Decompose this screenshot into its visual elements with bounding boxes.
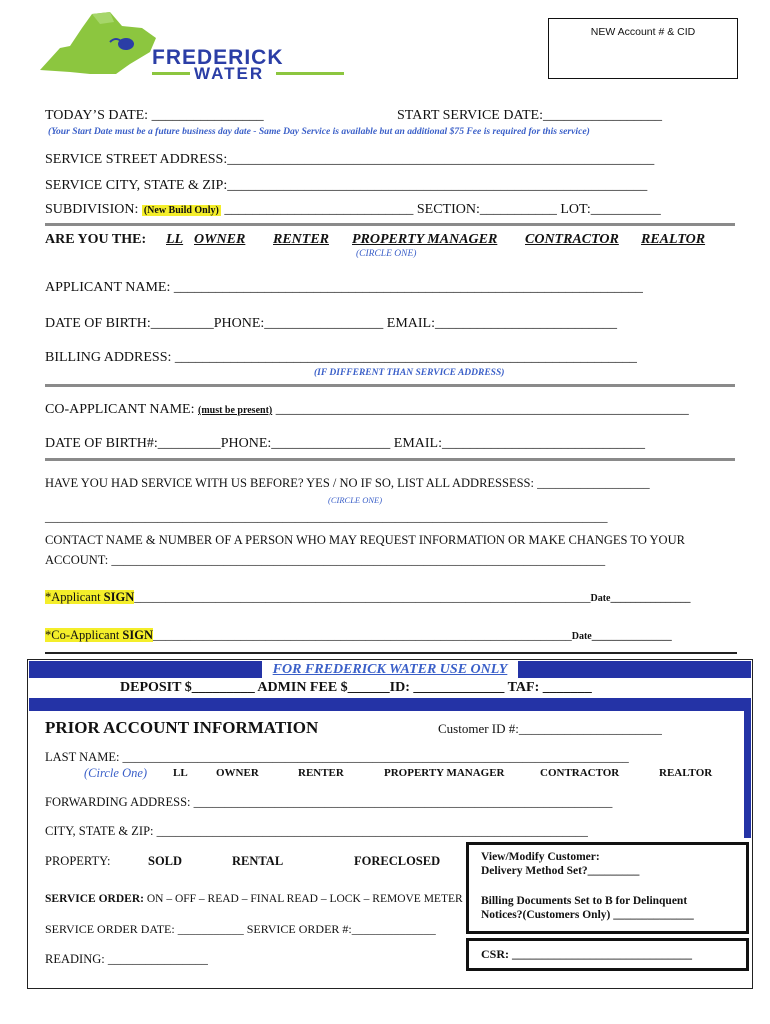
customer-id-field[interactable]: Customer ID #:______________________ — [438, 721, 662, 736]
co-applicant-row[interactable] — [45, 402, 689, 418]
circle-one-note: (CIRCLE ONE) — [356, 249, 417, 259]
co-applicant-date-field[interactable]: Date________________ — [571, 631, 672, 642]
contact-person-label: CONTACT NAME & NUMBER OF A PERSON WHO MAY REQUEST INFORMATION OR MAKE CHANGES TO YOUR — [45, 533, 685, 547]
property-option-sold[interactable]: SOLD — [148, 854, 183, 868]
property-label: PROPERTY: — [45, 854, 111, 868]
service-order-row[interactable] — [45, 893, 463, 905]
delivery-method-field[interactable]: Delivery Method Set?_________ — [481, 865, 640, 877]
prior-addresses-line[interactable]: __________________________________________________________________________________________ — [45, 510, 608, 524]
property-option-rental[interactable]: RENTAL — [232, 854, 284, 868]
forwarding-address-field[interactable]: FORWARDING ADDRESS: ___________________________________________________________________ — [45, 795, 613, 809]
divider-3 — [45, 458, 735, 461]
logo-underline-right — [276, 72, 344, 75]
prior-role-ll[interactable]: LL — [173, 767, 188, 779]
contact-person-field[interactable]: ACCOUNT: _______________________________________________________________________________ — [45, 553, 606, 567]
role-contractor[interactable]: CONTRACTOR — [525, 232, 619, 247]
office-use-title: FOR FREDERICK WATER USE ONLY — [262, 661, 518, 678]
prior-role-realtor[interactable]: REALTOR — [659, 767, 713, 779]
cid-box-label: NEW Account # & CID — [590, 26, 696, 38]
prior-role-renter[interactable]: RENTER — [298, 767, 344, 779]
service-city-state-zip-field[interactable]: SERVICE CITY, STATE & ZIP:____________________________________________________________ — [45, 178, 648, 193]
prior-account-title: PRIOR ACCOUNT INFORMATION — [45, 718, 319, 737]
prior-service-question[interactable]: HAVE YOU HAD SERVICE WITH US BEFORE? YES / NO IF SO, LIST ALL ADDRESSESS: __________________ — [45, 476, 650, 490]
circle-one-note-2: (CIRCLE ONE) — [328, 495, 383, 505]
if-different-note: (IF DIFFERENT THAN SERVICE ADDRESS) — [314, 368, 505, 378]
co-applicant-label: CO-APPLICANT NAME: — [45, 402, 195, 417]
prior-role-contractor[interactable]: CONTRACTOR — [540, 767, 620, 779]
role-ll[interactable]: LL — [166, 232, 184, 247]
prior-role-owner[interactable]: OWNER — [216, 767, 259, 779]
applicant-sign-label: *Applicant SIGN — [45, 590, 135, 604]
applicant-signature-line[interactable]: _________________________________________________________________________ — [134, 590, 591, 604]
logo-underline-left — [152, 72, 190, 75]
divider-2 — [45, 384, 735, 387]
delivery-method-box[interactable] — [466, 842, 749, 934]
logo-text-frederick: FREDERICK — [152, 46, 284, 69]
delinquent-notices-field[interactable]: Notices?(Customers Only) ______________ — [481, 909, 694, 921]
applicant-date-field[interactable]: Date________________ — [590, 593, 691, 604]
co-applicant-signature-row[interactable] — [45, 628, 672, 643]
property-option-foreclosed[interactable]: FORECLOSED — [354, 854, 441, 868]
todays-date-field[interactable]: TODAY’S DATE: ________________ — [45, 108, 264, 123]
co-applicant-dob-phone-email-field[interactable]: DATE OF BIRTH#:_________PHONE:_________________ EMAIL:_____________________________ — [45, 436, 645, 451]
applicant-name-field[interactable]: APPLICANT NAME: ___________________________________________________________________ — [45, 280, 643, 295]
start-date-note: (Your Start Date must be a future business day date - Same Day Service is available but an additional $75 Fee is required for this service) — [48, 126, 590, 137]
new-account-cid-box[interactable] — [548, 18, 738, 79]
start-service-date-field[interactable]: START SERVICE DATE:_________________ — [397, 108, 663, 123]
applicant-dob-phone-email-field[interactable]: DATE OF BIRTH:_________PHONE:_________________ EMAIL:__________________________ — [45, 316, 617, 331]
last-name-field[interactable]: LAST NAME: _________________________________________________________________________________ — [45, 750, 629, 764]
csr-box[interactable] — [466, 938, 749, 971]
prior-city-state-zip-field[interactable]: CITY, STATE & ZIP: _____________________________________________________________________ — [45, 824, 588, 838]
role-owner[interactable]: OWNER — [194, 232, 246, 247]
reading-field[interactable]: READING: ________________ — [45, 952, 208, 966]
billing-documents-label: Billing Documents Set to B for Delinquent — [481, 895, 688, 907]
subdivision-section-lot-line[interactable]: ___________________________ SECTION:___________ LOT:__________ — [224, 202, 661, 217]
logo-text-water: WATER — [194, 64, 265, 83]
deposit-fee-row[interactable]: DEPOSIT $_________ ADMIN FEE $______ID: _____________ TAF: _______ — [120, 680, 592, 695]
subdivision-label: SUBDIVISION: — [45, 202, 139, 217]
role-realtor[interactable]: REALTOR — [641, 232, 706, 247]
csr-field[interactable]: CSR: ______________________________ — [481, 947, 693, 961]
co-applicant-name-line[interactable]: ___________________________________________________________ — [275, 402, 689, 417]
divider-1 — [45, 223, 735, 226]
must-be-present-note: (must be present) — [197, 405, 273, 416]
applicant-signature-row[interactable] — [45, 590, 691, 605]
co-applicant-sign-label: *Co-Applicant SIGN — [45, 628, 153, 642]
divider-4 — [45, 652, 737, 654]
frederick-water-logo — [30, 8, 350, 88]
office-right-bar — [744, 698, 751, 838]
service-order-options[interactable]: ON – OFF – READ – FINAL READ – LOCK – REMOVE METER — [146, 893, 463, 905]
role-renter[interactable]: RENTER — [273, 232, 330, 247]
circle-one-label: (Circle One) — [84, 766, 148, 780]
view-modify-customer-label: View/Modify Customer: — [481, 851, 600, 863]
role-property-manager[interactable]: PROPERTY MANAGER — [352, 232, 498, 247]
service-street-address-field[interactable]: SERVICE STREET ADDRESS:_____________________________________________________________ — [45, 152, 655, 167]
service-order-date-field[interactable]: SERVICE ORDER DATE: ___________ SERVICE ORDER #:______________ — [45, 922, 436, 936]
service-order-label: SERVICE ORDER: — [45, 893, 144, 905]
new-build-note: (New Build Only) — [143, 205, 219, 216]
are-you-the-label: ARE YOU THE: — [45, 232, 147, 247]
subdivision-row[interactable] — [45, 202, 661, 218]
office-divider-bar — [29, 698, 751, 711]
prior-role-property-manager[interactable]: PROPERTY MANAGER — [384, 767, 505, 779]
co-applicant-signature-line[interactable]: ___________________________________________________________________ — [153, 628, 572, 642]
billing-address-field[interactable]: BILLING ADDRESS: __________________________________________________________________ — [45, 350, 637, 365]
